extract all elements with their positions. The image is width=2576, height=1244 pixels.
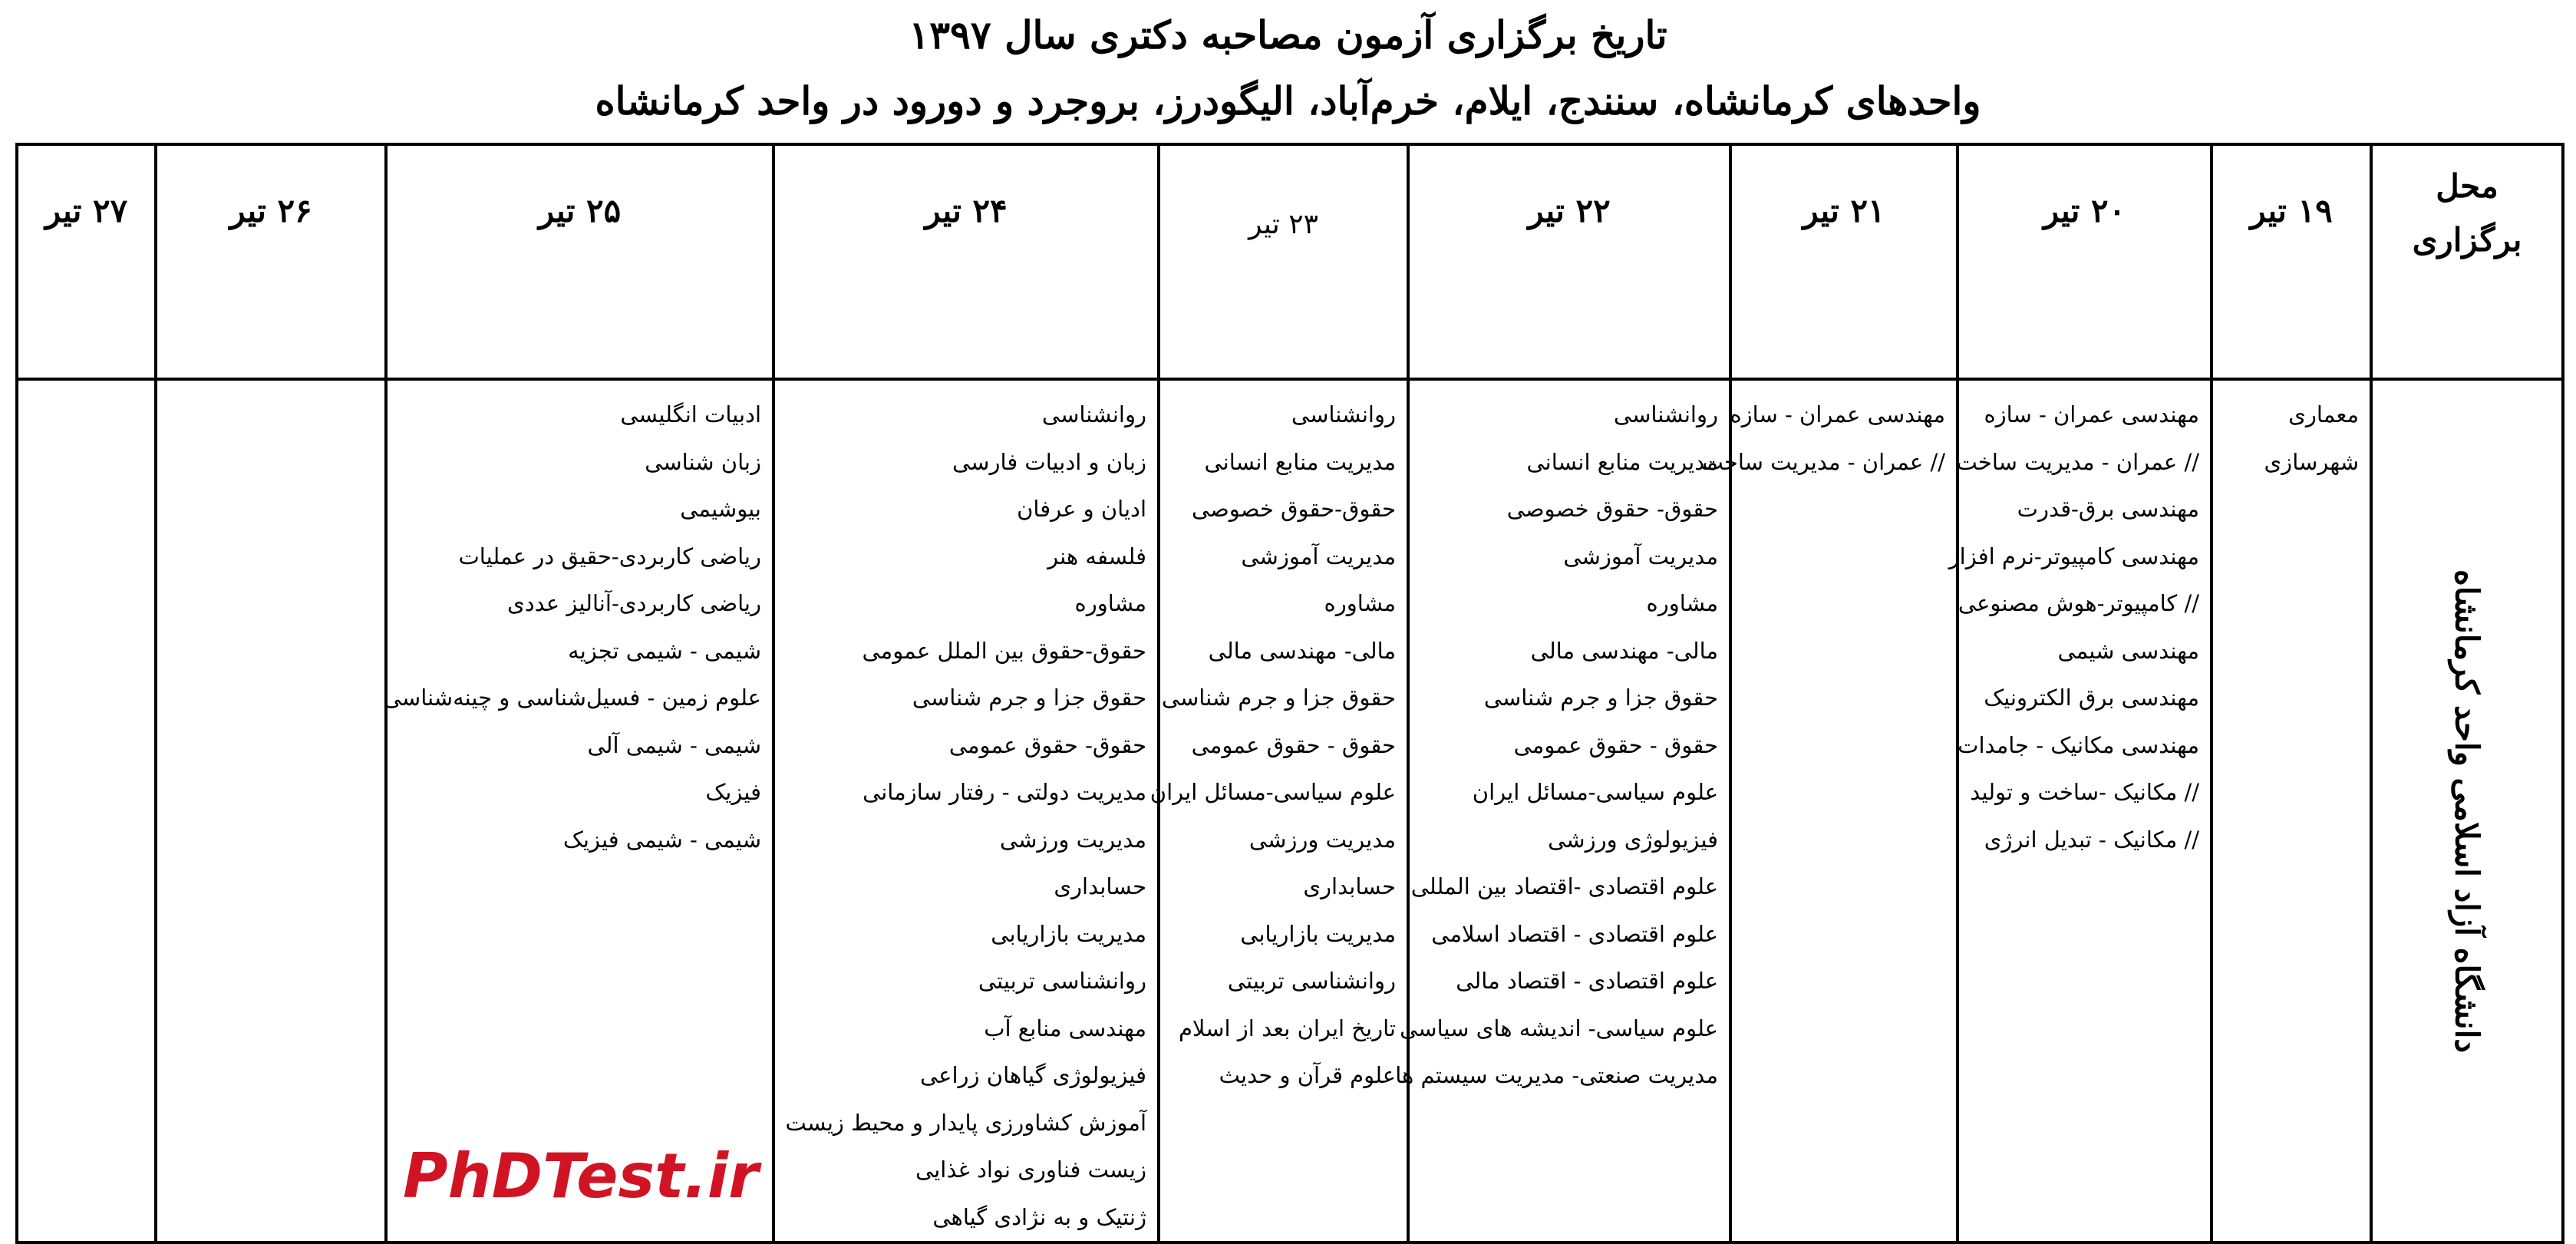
day-cell xyxy=(1149,379,1408,1242)
program-item: روانشناسی تربیتی xyxy=(1227,968,1396,994)
program-item: مشاوره xyxy=(1324,590,1396,616)
program-item: // مکانیک - تبدیل انرژی xyxy=(1984,826,2199,853)
program-item: مدیریت آموزشی xyxy=(1563,543,1718,569)
program-item: حقوق - حقوق عمومی xyxy=(1513,731,1718,758)
program-item: مدیریت دولتی - رفتار سازمانی xyxy=(863,779,1146,805)
program-item: // عمران - مدیریت ساخت xyxy=(1956,448,2199,475)
program-item: مهندسی عمران - سازه xyxy=(1730,401,1945,427)
program-item: حقوق- حقوق عمومی xyxy=(948,731,1146,758)
program-item: ادیان و عرفان xyxy=(1017,496,1146,522)
program-item: فیزیک xyxy=(705,779,761,805)
program-item: علوم سیاسی- اندیشه های سیاسی xyxy=(1400,1015,1718,1041)
program-item: مشاوره xyxy=(1074,590,1146,616)
day-cell xyxy=(1948,379,2212,1242)
program-item: زیست فناوری نواد غذایی xyxy=(915,1157,1146,1183)
day-header: ۲۵ تیر xyxy=(386,144,773,379)
day-header: ۲۶ تیر xyxy=(156,144,386,379)
schedule-table xyxy=(15,143,2564,1244)
day-header: ۲۷ تیر xyxy=(17,144,156,379)
header-row xyxy=(17,144,2563,379)
program-item: ریاضی کاربردی-آنالیز عددی xyxy=(507,590,761,616)
day-cell xyxy=(156,379,386,1242)
program-item: مدیریت صنعتی- مدیریت سیستم ها xyxy=(1395,1062,1718,1088)
program-item: علوم زمین - فسیل‌شناسی و چینه‌شناسی xyxy=(383,685,761,711)
program-item: روانشناسی تربیتی xyxy=(978,968,1146,994)
program-item: علوم قرآن و حدیث xyxy=(1219,1062,1396,1088)
program-item: فیزیولوژی ورزشی xyxy=(1548,826,1718,853)
day-cell xyxy=(1395,379,1730,1242)
program-item: آموزش کشاورزی پایدار و محیط زیست xyxy=(785,1109,1146,1136)
program-item: مهندسی شیمی xyxy=(2057,637,2199,664)
program-item: مدیریت منابع انسانی xyxy=(1204,448,1396,475)
program-item: روانشناسی xyxy=(1041,401,1146,427)
day-cell xyxy=(2212,379,2371,1242)
day-header: ۲۲ تیر xyxy=(1408,144,1730,379)
program-item: زبان و ادبیات فارسی xyxy=(952,448,1146,475)
program-item: مدیریت منابع انسانی xyxy=(1526,448,1718,475)
program-item: مدیریت ورزشی xyxy=(1248,826,1396,853)
program-item: فیزیولوژی گیاهان زراعی xyxy=(920,1062,1146,1088)
program-item: مهندسی منابع آب xyxy=(984,1015,1146,1041)
program-item: علوم سیاسی-مسائل ایران xyxy=(1149,779,1396,805)
program-item: علوم اقتصادی - اقتصاد مالی xyxy=(1456,968,1718,994)
venue-name: دانشگاه آزاد اسلامی واحد کرمانشاه xyxy=(2448,569,2486,1053)
program-item: شیمی - شیمی تجزیه xyxy=(568,637,761,664)
program-item: // مکانیک -ساخت و تولید xyxy=(1970,779,2199,805)
program-item: مدیریت آموزشی xyxy=(1241,543,1396,569)
program-item: // عمران - مدیریت ساخت xyxy=(1702,448,1945,475)
program-item: ادبیات انگلیسی xyxy=(620,401,761,427)
location-header xyxy=(2371,144,2563,379)
program-item: مهندسی برق الکترونیک xyxy=(1984,685,2199,711)
program-item: حقوق جزا و جرم شناسی xyxy=(912,685,1146,711)
program-item: حسابداری xyxy=(1303,873,1396,899)
watermark-logo: PhDTest.ir xyxy=(403,1140,759,1212)
program-item: حقوق- حقوق خصوصی xyxy=(1506,496,1718,522)
program-item: روانشناسی xyxy=(1613,401,1718,427)
program-item: شهرسازی xyxy=(2264,448,2359,475)
program-item: علوم اقتصادی -اقتصاد بین المللی xyxy=(1410,873,1718,899)
day-header: ۲۳ تیر xyxy=(1159,144,1408,379)
program-item: حقوق جزا و جرم شناسی xyxy=(1161,685,1396,711)
program-item: بیوشیمی xyxy=(680,496,761,522)
schedule-row xyxy=(17,379,2563,1242)
venue-cell xyxy=(2371,379,2563,1242)
day-header: ۲۴ تیر xyxy=(773,144,1159,379)
program-item: مهندسی کامپیوتر-نرم افزار xyxy=(1948,543,2199,569)
program-item: حقوق جزا و جرم شناسی xyxy=(1483,685,1718,711)
page-subtitle: واحدهای کرمانشاه، سنندج، ایلام، خرم‌آباد، الیگودرز، بروجرد و دورود در واحد کرمانشاه xyxy=(595,78,1981,124)
day-cell xyxy=(773,379,1159,1242)
program-item: // کامپیوتر-هوش مصنوعی xyxy=(1958,590,2199,616)
program-item: مهندسی برق-قدرت xyxy=(2017,496,2199,522)
program-item: حقوق - حقوق عمومی xyxy=(1191,731,1396,758)
day-header: ۱۹ تیر xyxy=(2212,144,2371,379)
location-header-line: برگزاری xyxy=(2412,221,2522,259)
program-item: ریاضی کاربردی-حقیق در عملیات xyxy=(458,543,761,569)
program-item: مالی- مهندسی مالی xyxy=(1530,637,1718,664)
program-item: روانشناسی xyxy=(1291,401,1396,427)
program-item: مدیریت بازاریابی xyxy=(1240,920,1396,947)
day-cell xyxy=(383,379,773,1242)
program-item: شیمی - شیمی آلی xyxy=(587,731,761,758)
program-item: حسابداری xyxy=(1054,873,1146,899)
program-item: مدیریت بازاریابی xyxy=(991,920,1146,947)
program-item: حقوق-حقوق خصوصی xyxy=(1191,496,1396,522)
program-item: ژنتیک و به نژادی گیاهی xyxy=(932,1203,1146,1230)
day-header: ۲۰ تیر xyxy=(1958,144,2212,379)
day-cell xyxy=(17,379,156,1242)
program-item: شیمی - شیمی فیزیک xyxy=(562,826,761,853)
program-item: مهندسی عمران - سازه xyxy=(1984,401,2199,427)
program-item: مهندسی مکانیک - جامدات xyxy=(1958,731,2199,758)
program-item: مالی- مهندسی مالی xyxy=(1208,637,1396,664)
program-item: زبان شناسی xyxy=(645,448,761,475)
day-cell xyxy=(1702,379,1958,1242)
program-item: مدیریت ورزشی xyxy=(999,826,1146,853)
program-item: فلسفه هنر xyxy=(1047,543,1146,569)
day-header: ۲۱ تیر xyxy=(1730,144,1958,379)
location-header-line: محل xyxy=(2436,167,2498,205)
page-title: تاریخ برگزاری آزمون مصاحبه دکتری سال ۱۳۹۷ xyxy=(909,12,1667,58)
program-item: علوم اقتصادی - اقتصاد اسلامی xyxy=(1431,920,1718,947)
program-item: حقوق-حقوق بین الملل عمومی xyxy=(862,637,1146,664)
program-item: تاریخ ایران بعد از اسلام xyxy=(1178,1015,1396,1041)
program-item: علوم سیاسی-مسائل ایران xyxy=(1472,779,1718,805)
program-item: معماری xyxy=(2288,401,2359,427)
program-item: مشاوره xyxy=(1646,590,1718,616)
